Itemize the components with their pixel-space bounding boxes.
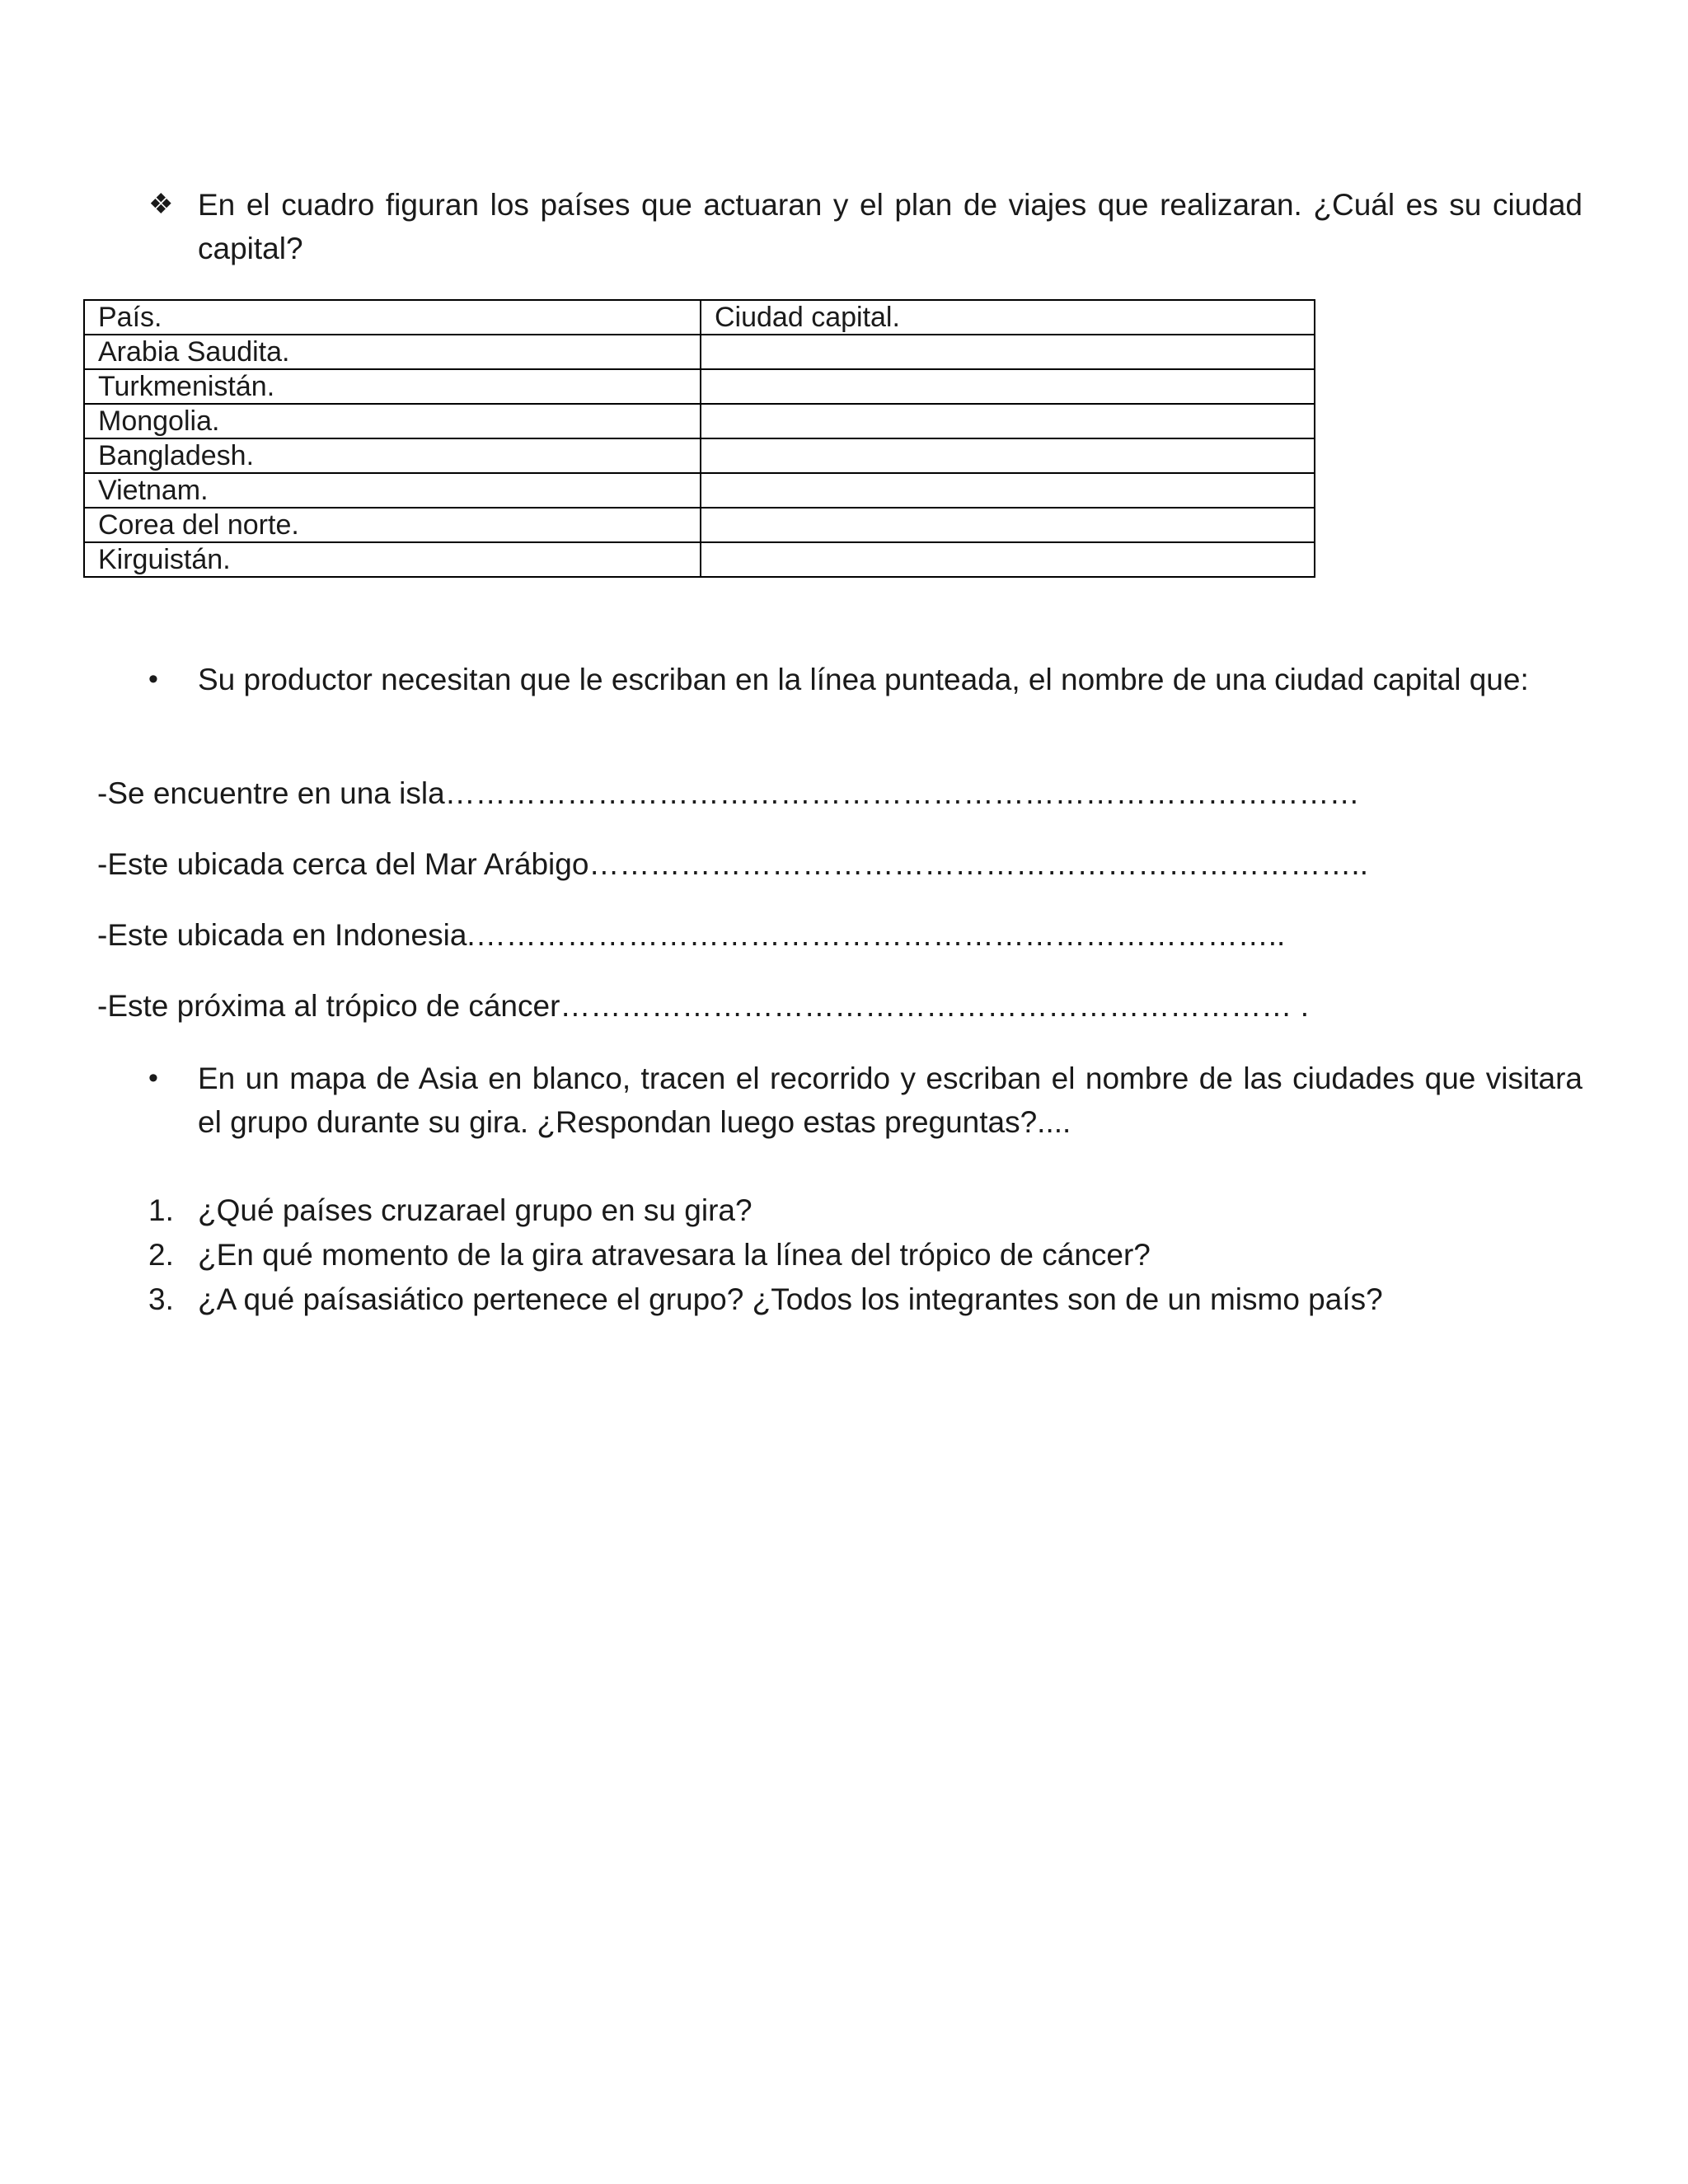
capital-cell[interactable]: [701, 404, 1315, 438]
question-text: ¿Qué países cruzarael grupo en su gira?: [198, 1193, 753, 1227]
capital-cell[interactable]: [701, 508, 1315, 542]
table-row: [84, 404, 1315, 438]
producer-request-text: Su productor necesitan que le escriban en la línea punteada, el nombre de una ciudad capital que:: [198, 663, 1529, 696]
capital-cell[interactable]: [701, 369, 1315, 404]
fill-line-island[interactable]: -Se encuentre en una isla………………………………………………………………………………: [97, 776, 1360, 810]
list-item: [148, 1233, 1383, 1277]
producer-request-item: [148, 658, 1582, 701]
capital-question-text: En el cuadro figuran los países que actuaran y el plan de viajes que realizaran. ¿Cuál es su ciudad capital?: [198, 188, 1582, 265]
table-row: [84, 473, 1315, 508]
table-row: [84, 335, 1315, 369]
table-row: [84, 508, 1315, 542]
country-cell: Bangladesh.: [84, 438, 701, 473]
list-item: [148, 1277, 1383, 1322]
diamond-bullet-icon: ❖: [148, 189, 174, 220]
table-row: [84, 542, 1315, 577]
capital-cell[interactable]: [701, 473, 1315, 508]
table-row: [84, 369, 1315, 404]
question-number: 1.: [148, 1193, 174, 1227]
capital-question-item: [148, 183, 1582, 270]
country-cell: Turkmenistán.: [84, 369, 701, 404]
round-bullet-icon: •: [148, 663, 158, 695]
capital-cell[interactable]: [701, 335, 1315, 369]
capital-cell[interactable]: [701, 438, 1315, 473]
question-number: 2.: [148, 1238, 174, 1272]
round-bullet-icon: •: [148, 1062, 158, 1094]
country-cell: Mongolia.: [84, 404, 701, 438]
country-cell: Vietnam.: [84, 473, 701, 508]
table-row: [84, 438, 1315, 473]
country-cell: Kirguistán.: [84, 542, 701, 577]
list-item: [148, 1188, 1383, 1233]
capital-cell[interactable]: [701, 542, 1315, 577]
table-header-row: [84, 300, 1315, 335]
questions-list: [148, 1188, 1383, 1322]
country-cell: Arabia Saudita.: [84, 335, 701, 369]
question-text: ¿A qué paísasiático pertenece el grupo? ¿Todos los integrantes son de un mismo país?: [198, 1282, 1383, 1316]
map-task-item: [148, 1057, 1582, 1144]
country-cell: Corea del norte.: [84, 508, 701, 542]
fill-line-indonesia[interactable]: -Este ubicada en Indonesia.……………………………………………………………………..: [97, 918, 1286, 952]
fill-line-tropic-cancer[interactable]: -Este próxima al trópico de cáncer……………………………………………………………… .: [97, 989, 1309, 1023]
question-text: ¿En qué momento de la gira atravesara la línea del trópico de cáncer?: [198, 1238, 1151, 1272]
question-number: 3.: [148, 1282, 174, 1316]
header-capital: Ciudad capital.: [701, 300, 1315, 335]
countries-capitals-table: [83, 299, 1315, 578]
map-task-text: En un mapa de Asia en blanco, tracen el recorrido y escriban el nombre de las ciudades que visitara el grupo durante su gira. ¿Respondan luego estas preguntas?....: [198, 1062, 1582, 1139]
fill-line-arabian-sea[interactable]: -Este ubicada cerca del Mar Arábigo…………………………………………………………………..: [97, 847, 1368, 881]
header-country: País.: [84, 300, 701, 335]
